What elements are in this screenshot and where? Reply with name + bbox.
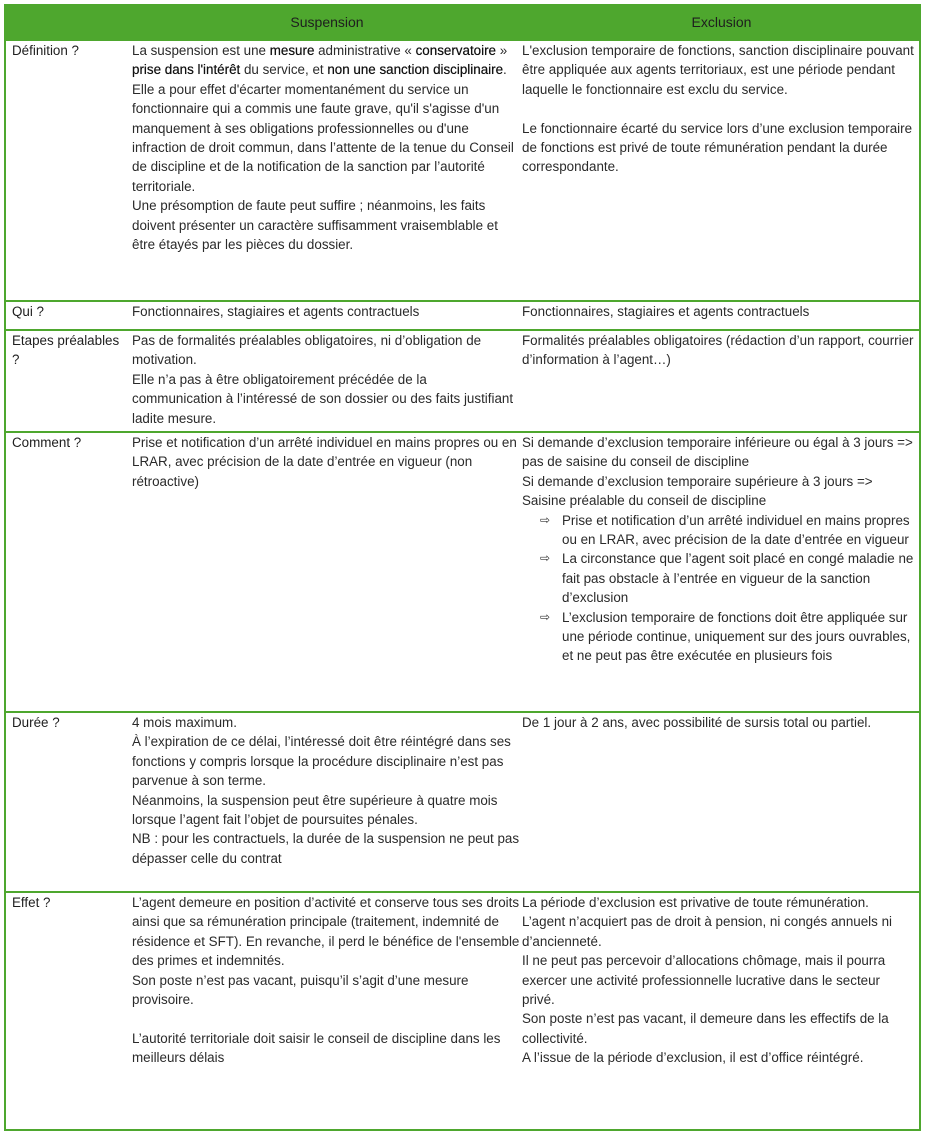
paragraph: La période d’exclusion est privative de toute rémunération. [522, 895, 869, 910]
list-item-text: Prise et notification d’un arrêté individuel en mains propres ou en LRAR, avec précision de la date d’entrée en vigueur [562, 512, 910, 548]
spacer [132, 1009, 520, 1028]
exclusion-cell [522, 433, 914, 666]
paragraph: L’autorité territoriale doit saisir le conseil de discipline dans les meilleurs délais [132, 1030, 501, 1066]
row-etapes-prealables [6, 329, 919, 433]
bold-text: prise dans l'intérêt [132, 62, 241, 78]
exclusion-cell [522, 713, 914, 732]
list-item [540, 608, 914, 666]
paragraph: Une présomption de faute peut suffire ; néanmoins, les faits doivent présenter un caractère suffisamment vraisemblable et être étayés par les pièces du dossier. [132, 198, 498, 253]
row-effet [6, 891, 919, 1129]
definition-paragraph [132, 41, 520, 80]
arrow-right-icon: ⇨ [540, 551, 551, 566]
paragraph: Formalités préalables obligatoires (rédaction d’un rapport, courrier d’information à l’agent…) [522, 333, 914, 368]
bold-text: mesure [269, 43, 315, 58]
comparison-table [4, 4, 921, 1131]
paragraph: Néanmoins, la suspension peut être supérieure à quatre mois lorsque l’agent fait l’objet de poursuites pénales. [132, 792, 498, 828]
spacer [522, 99, 914, 118]
text: administrative « [314, 43, 416, 58]
suspension-cell [132, 893, 520, 1068]
arrow-right-icon: ⇨ [540, 512, 551, 527]
suspension-cell [132, 41, 520, 254]
row-label: Qui ? [12, 304, 45, 319]
bold-text: non une sanction disciplinaire [327, 62, 504, 78]
row-label: Etapes préalables ? [12, 333, 120, 368]
paragraph: Si demande d’exclusion temporaire inférieure ou égal à 3 jours => pas de saisine du conseil de discipline [522, 435, 913, 470]
arrow-right-icon: ⇨ [540, 609, 551, 624]
exclusion-cell [522, 41, 914, 177]
header-exclusion: Exclusion [691, 14, 752, 30]
paragraph: Elle a pour effet d'écarter momentanément du service un fonctionnaire qui a commis une faute grave, qu'il s'agisse d'un manquement à ses obligations professionnelles ou d'une infraction de droit commun, dans l’attente de la tenue du Conseil de discipline et de la notification de la sanction par l’autorité territoriale. [132, 81, 514, 194]
row-label: Durée ? [12, 715, 60, 730]
paragraph: Le fonctionnaire écarté du service lors d’une exclusion temporaire de fonctions est privé de toute rémunération pendant la durée correspondante. [522, 120, 913, 175]
paragraph: L’agent demeure en position d’activité et conserve tous ses droits ainsi que sa rémunération principale (traitement, indemnité de résidence et SFT). En revanche, il perd le bénéfice de l'ensemble des primes et indemnités. [132, 895, 520, 969]
exclusion-cell [522, 331, 914, 370]
row-duree [6, 711, 919, 893]
paragraph: Il ne peut pas percevoir d’allocations chômage, mais il pourra exercer une activité professionnelle lucrative dans le secteur privé. [522, 953, 886, 1008]
list-item-text: La circonstance que l’agent soit placé en congé maladie ne fait pas obstacle à l’entrée en vigueur de la sanction d’exclusion [562, 551, 914, 606]
paragraph: Si demande d’exclusion temporaire supérieure à 3 jours => Saisine préalable du conseil de discipline [522, 473, 873, 509]
paragraph: 4 mois maximum. [132, 715, 237, 730]
paragraph: Pas de formalités préalables obligatoires, ni d’obligation de motivation. [132, 333, 482, 368]
bold-text: conservatoire [415, 43, 496, 58]
row-label: Effet ? [12, 895, 51, 910]
paragraph: Fonctionnaires, stagiaires et agents contractuels [522, 304, 810, 319]
list-item-text: L’exclusion temporaire de fonctions doit être appliquée sur une période continue, uniquement sur des jours ouvrables, et ne peut pas être exécutée en plusieurs fois [562, 609, 911, 664]
text: La suspension est une [132, 43, 270, 58]
list-item [540, 511, 914, 550]
paragraph: A l’issue de la période d’exclusion, il est d’office réintégré. [522, 1050, 864, 1066]
header-suspension: Suspension [290, 14, 364, 30]
exclusion-cell [522, 302, 914, 321]
paragraph: À l’expiration de ce délai, l’intéressé doit être réintégré dans ses fonctions y compris lorsque la procédure disciplinaire n’est pas parvenue à son terme. [132, 734, 511, 789]
paragraph: Prise et notification d’un arrêté individuel en mains propres ou en LRAR, avec précision de la date d’entrée en vigueur (non rétroactive) [132, 435, 517, 489]
text: » [496, 43, 508, 58]
header-empty-cell [4, 4, 132, 41]
text: . [503, 62, 507, 78]
table-header [4, 4, 921, 41]
row-label: Comment ? [12, 435, 82, 450]
row-label: Définition ? [12, 43, 79, 58]
text: du service, et [240, 62, 328, 78]
paragraph: Fonctionnaires, stagiaires et agents contractuels [132, 304, 420, 319]
exclusion-cell [522, 893, 914, 1068]
arrow-bullet-list [522, 511, 914, 666]
list-item [540, 549, 914, 607]
paragraph: Elle n’a pas à être obligatoirement précédée de la communication à l’intéressé de son dossier ou des faits justifiant ladite mesure. [132, 371, 514, 426]
suspension-cell [132, 713, 520, 868]
paragraph: Son poste n’est pas vacant, il demeure dans les effectifs de la collectivité. [522, 1011, 889, 1046]
paragraph: De 1 jour à 2 ans, avec possibilité de sursis total ou partiel. [522, 715, 872, 730]
paragraph: L'exclusion temporaire de fonctions, sanction disciplinaire pouvant être appliquée aux agents territoriaux, est une période pendant laquelle le fonctionnaire est exclu du service. [522, 43, 914, 97]
suspension-cell [132, 433, 520, 491]
paragraph: NB : pour les contractuels, la durée de la suspension ne peut pas dépasser celle du contrat [132, 831, 520, 866]
paragraph: L’agent n’acquiert pas de droit à pension, ni congés annuels ni d’ancienneté. [522, 914, 892, 949]
suspension-cell [132, 302, 520, 321]
row-comment [6, 431, 919, 713]
suspension-cell [132, 331, 520, 428]
row-definition [6, 41, 919, 302]
paragraph: Son poste n’est pas vacant, puisqu’il s’agit d’une mesure provisoire. [132, 972, 469, 1008]
row-qui [6, 300, 919, 331]
